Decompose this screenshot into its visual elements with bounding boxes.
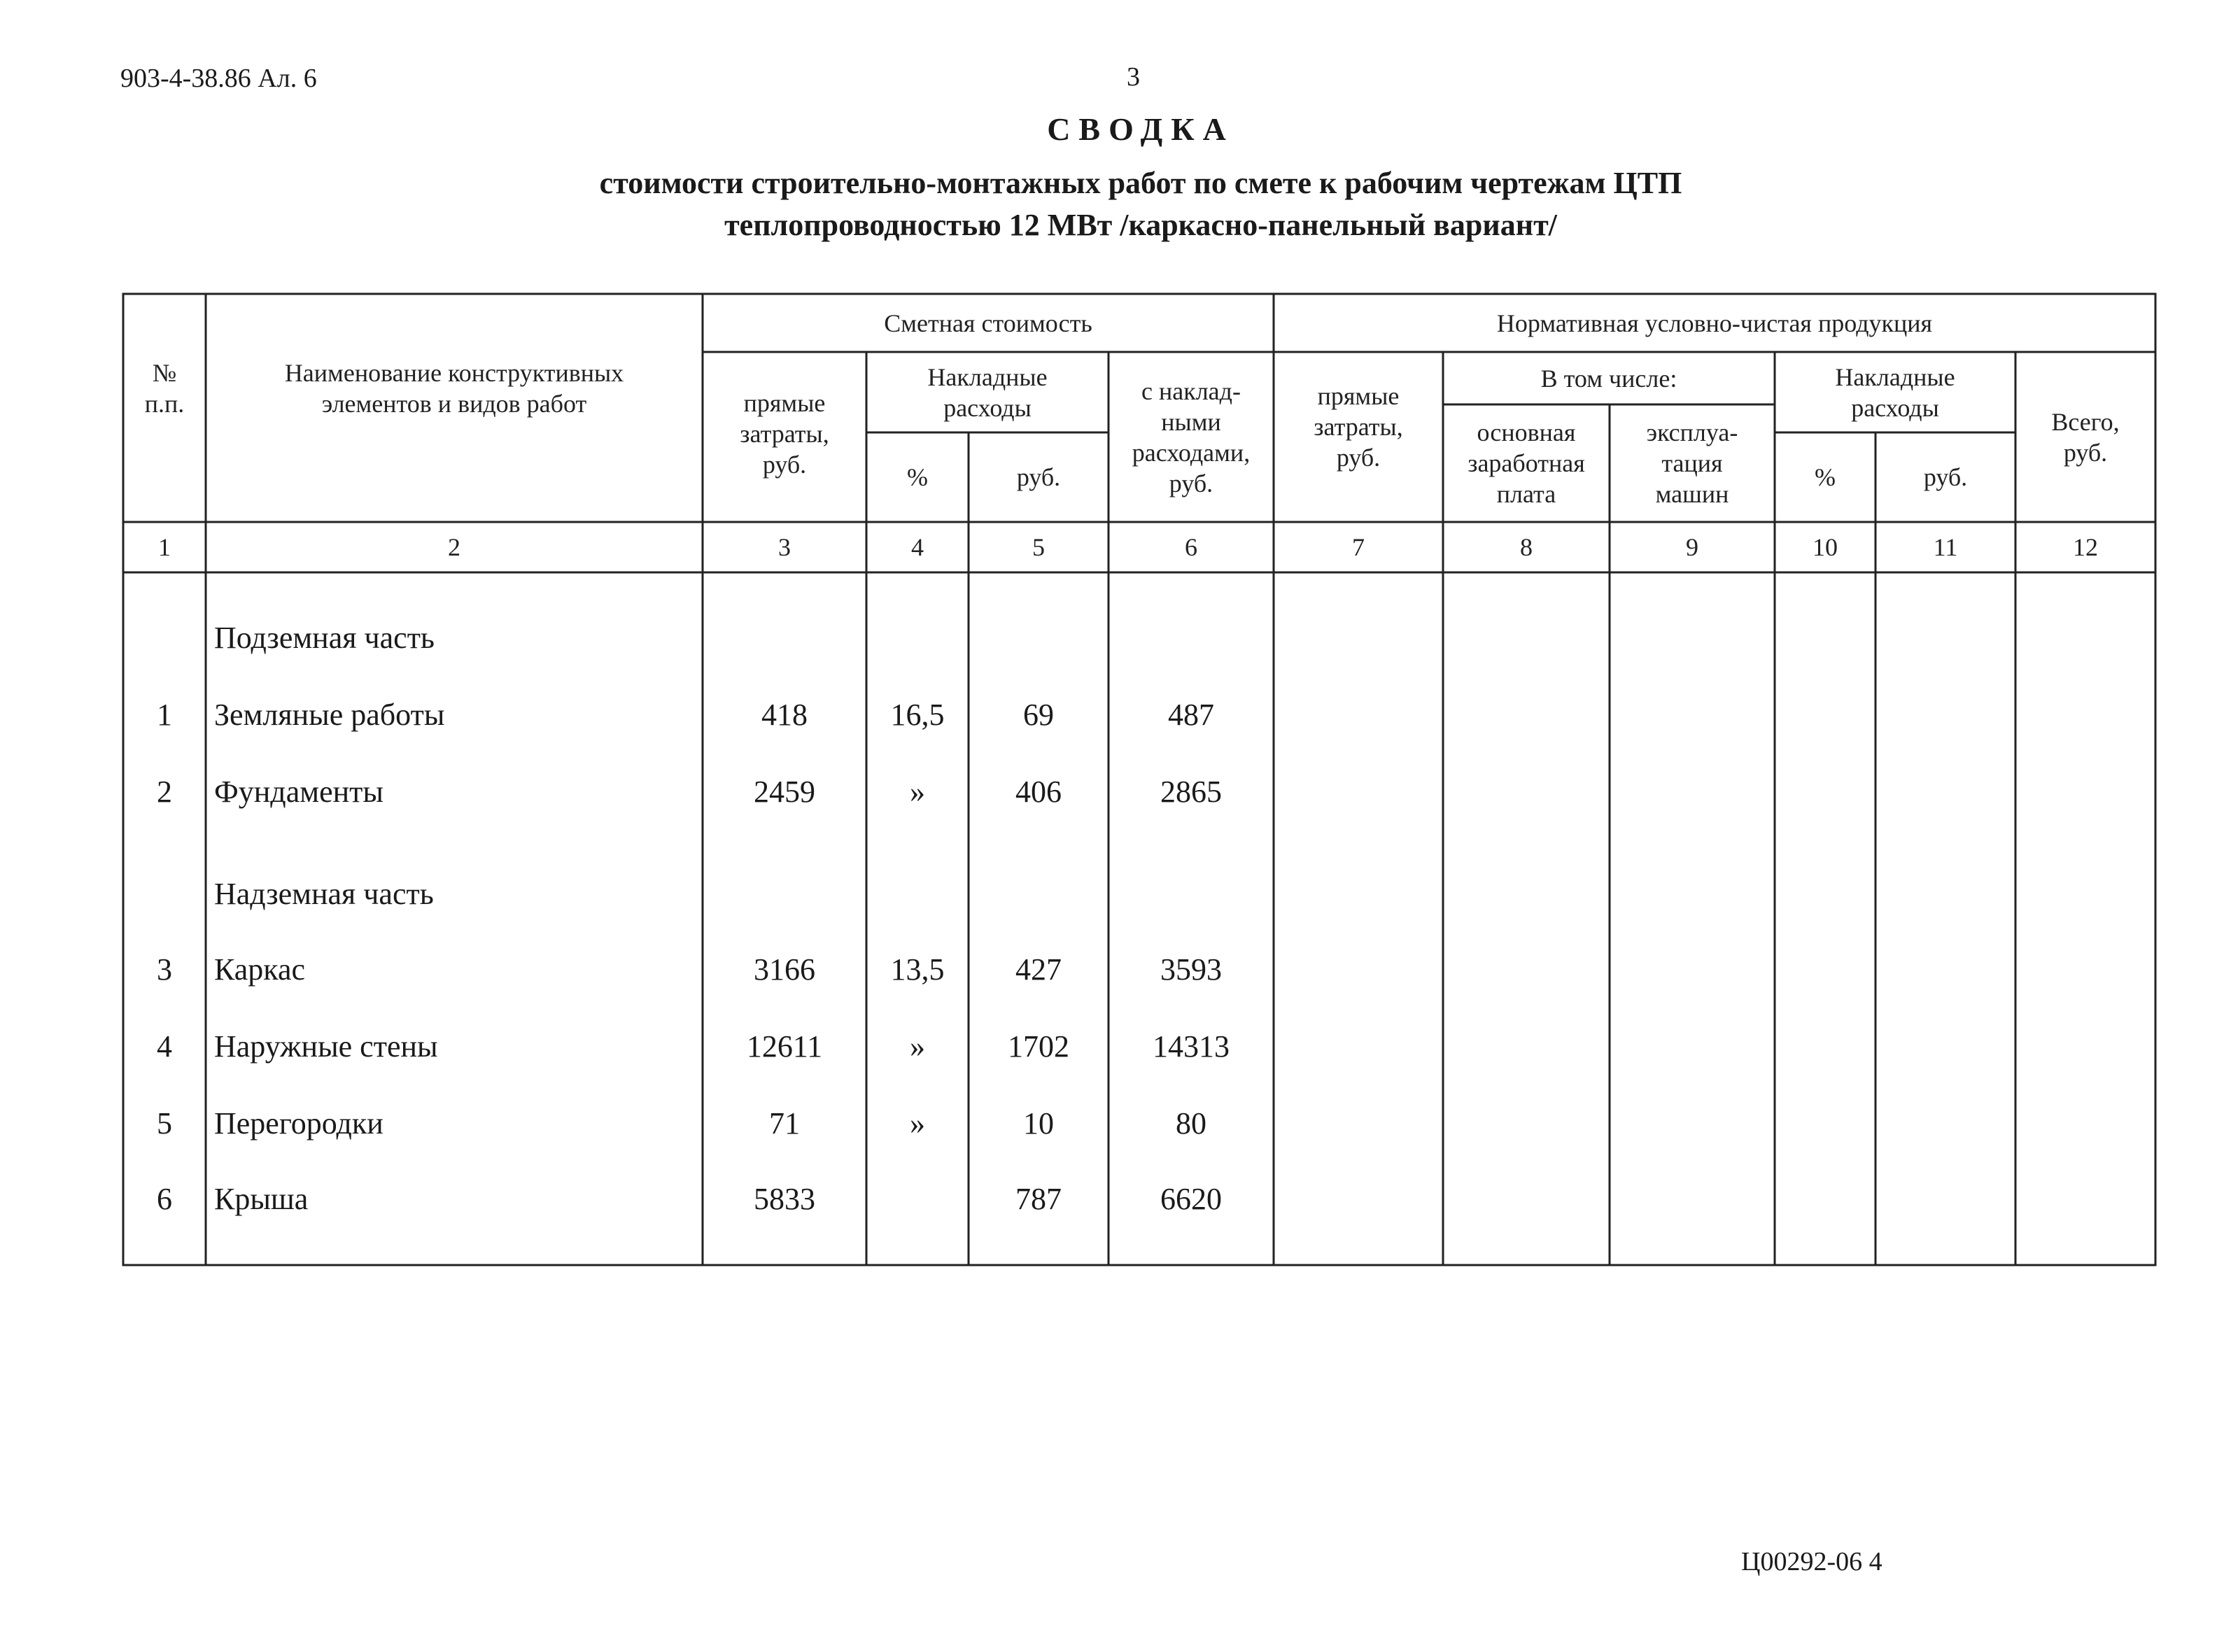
column-number: 3: [778, 533, 791, 561]
cell-with-overhead: 80: [1176, 1106, 1206, 1141]
cell-percent: 16,5: [890, 698, 945, 732]
cell-direct: 418: [761, 698, 808, 732]
header-overhead-group: Накладные расходы: [927, 362, 1048, 422]
cell-overhead: 1702: [1008, 1029, 1069, 1064]
subtitle-line-1: стоимости строительно-монтажных работ по смете к рабочим чертежам ЦТП: [599, 166, 1682, 200]
column-number: 2: [448, 533, 460, 561]
cell-with-overhead: 6620: [1160, 1182, 1222, 1216]
header-overhead-percent: %: [907, 463, 928, 491]
header-normative-group: Нормативная условно-чистая продукция: [1496, 309, 1933, 337]
section-title: Надземная часть: [214, 877, 434, 911]
cell-percent: 13,5: [890, 952, 945, 987]
header-normative-overhead-group: Накладные расходы: [1835, 362, 1955, 422]
row-number: 2: [157, 775, 172, 809]
header-direct-costs: прямые затраты, руб.: [740, 389, 829, 479]
header-base-wages: основная заработная плата: [1468, 418, 1585, 508]
page-title: СВОДКА: [1047, 111, 1234, 147]
row-number: 6: [157, 1182, 172, 1216]
column-number: 12: [2073, 533, 2098, 561]
row-name: Фундаменты: [214, 775, 383, 809]
column-number: 7: [1352, 533, 1365, 561]
document-code: 903-4-38.86 Ал. 6: [120, 64, 317, 93]
cell-with-overhead: 487: [1168, 698, 1214, 732]
page-number: 3: [1127, 62, 1140, 92]
row-number: 5: [157, 1106, 172, 1141]
cell-with-overhead: 2865: [1160, 775, 1222, 809]
header-normative-overhead-percent: %: [1815, 463, 1836, 491]
cell-overhead: 427: [1015, 952, 1062, 987]
cell-overhead: 69: [1023, 698, 1054, 732]
header-normative-direct-costs: прямые затраты, руб.: [1314, 382, 1403, 472]
row-name: Перегородки: [214, 1106, 383, 1141]
column-number: 10: [1813, 533, 1838, 561]
header-name: Наименование конструктивных элементов и видов работ: [284, 359, 624, 418]
cell-percent: »: [910, 775, 925, 809]
row-number: 4: [157, 1029, 172, 1064]
column-number: 6: [1185, 533, 1197, 561]
header-normative-overhead-rub: руб.: [1923, 463, 1968, 491]
header-including-group: В том числе:: [1540, 364, 1677, 393]
header-total: Всего, руб.: [2051, 407, 2120, 467]
cell-overhead: 406: [1015, 775, 1062, 809]
column-number: 5: [1032, 533, 1045, 561]
header-estimate-group: Сметная стоимость: [884, 309, 1092, 337]
row-number: 3: [157, 952, 172, 987]
cell-direct: 5833: [754, 1182, 815, 1216]
header-number: № п.п.: [144, 359, 185, 418]
row-name: Наружные стены: [214, 1029, 438, 1064]
row-name: Крыша: [214, 1182, 309, 1216]
row-name: Земляные работы: [214, 698, 445, 732]
column-number: 11: [1933, 533, 1958, 561]
cell-percent: »: [910, 1029, 925, 1064]
section-title: Подземная часть: [214, 621, 435, 655]
cell-overhead: 10: [1023, 1106, 1054, 1141]
cell-direct: 71: [769, 1106, 800, 1141]
cell-with-overhead: 3593: [1160, 952, 1222, 987]
column-number: 9: [1686, 533, 1698, 561]
cell-percent: »: [910, 1106, 925, 1141]
footer-code: Ц00292-06 4: [1741, 1547, 1882, 1576]
row-number: 1: [157, 698, 172, 732]
column-number: 4: [911, 533, 924, 561]
row-name: Каркас: [214, 952, 306, 987]
header-with-overhead: с наклад- ными расходами, руб.: [1132, 376, 1251, 497]
cell-direct: 2459: [754, 775, 815, 809]
header-machine-operation: эксплуа- тация машин: [1646, 418, 1738, 508]
column-number: 8: [1520, 533, 1533, 561]
column-number: 1: [158, 533, 171, 561]
cell-with-overhead: 14313: [1153, 1029, 1230, 1064]
cell-overhead: 787: [1015, 1182, 1062, 1216]
header-overhead-rub: руб.: [1016, 463, 1061, 491]
cell-direct: 3166: [754, 952, 815, 987]
subtitle-line-2: теплопроводностью 12 МВт /каркасно-панельный вариант/: [724, 208, 1557, 242]
cell-direct: 12611: [746, 1029, 823, 1064]
